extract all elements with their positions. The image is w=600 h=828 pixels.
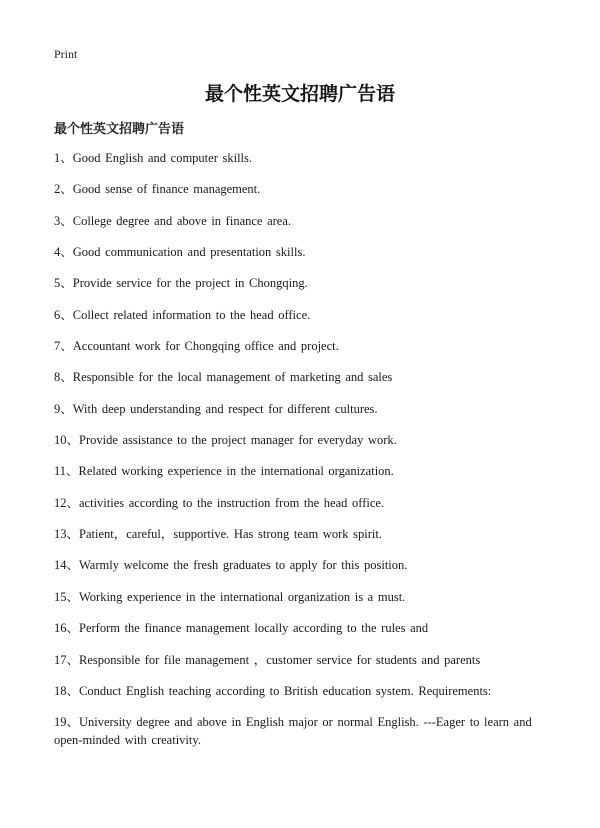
list-item: 12、activities according to the instruction from the head office. — [54, 495, 385, 510]
list-item: 10、Provide assistance to the project manager for everyday work. — [54, 433, 397, 448]
list-item: 18、Conduct English teaching according to British education system. Requirements: — [54, 683, 492, 698]
list-item: 11、Related working experience in the international organization. — [54, 464, 394, 479]
list-item: 2、Good sense of finance management. — [54, 182, 261, 197]
list-item: 17、Responsible for file management ，customer service for students and parents — [54, 652, 481, 667]
list-item: 15、Working experience in the international organization is a must. — [54, 589, 406, 604]
list-item: 5、Provide service for the project in Chongqing. — [54, 276, 308, 291]
print-link[interactable]: Print — [54, 47, 78, 61]
requirements-list — [54, 149, 544, 749]
list-item: 9、With deep understanding and respect for different cultures. — [54, 401, 378, 416]
list-item: 14、Warmly welcome the fresh graduates to apply for this position. — [54, 558, 408, 573]
list-item: 1、Good English and computer skills. — [54, 151, 252, 165]
page-title: 最个性英文招聘广告语 — [204, 83, 395, 105]
page-subtitle: 最个性英文招聘广告语 — [54, 122, 185, 137]
list-item: 7、Accountant work for Chongqing office and project. — [54, 339, 339, 354]
list-item: 6、Collect related information to the head office. — [54, 307, 311, 322]
list-item: 8、Responsible for the local management of marketing and sales — [54, 370, 393, 385]
list-item: 13、Patient，careful，supportive. Has strong team work spirit. — [54, 527, 382, 542]
list-item: 3、College degree and above in finance area. — [54, 213, 292, 228]
list-item: 16、Perform the finance management locally according to the rules and — [54, 621, 429, 636]
list-item: 4、Good communication and presentation skills. — [54, 245, 306, 260]
list-item: 19、University degree and above in English major or normal English. ---Eager to learn and open-minded with creativity. — [54, 715, 532, 748]
